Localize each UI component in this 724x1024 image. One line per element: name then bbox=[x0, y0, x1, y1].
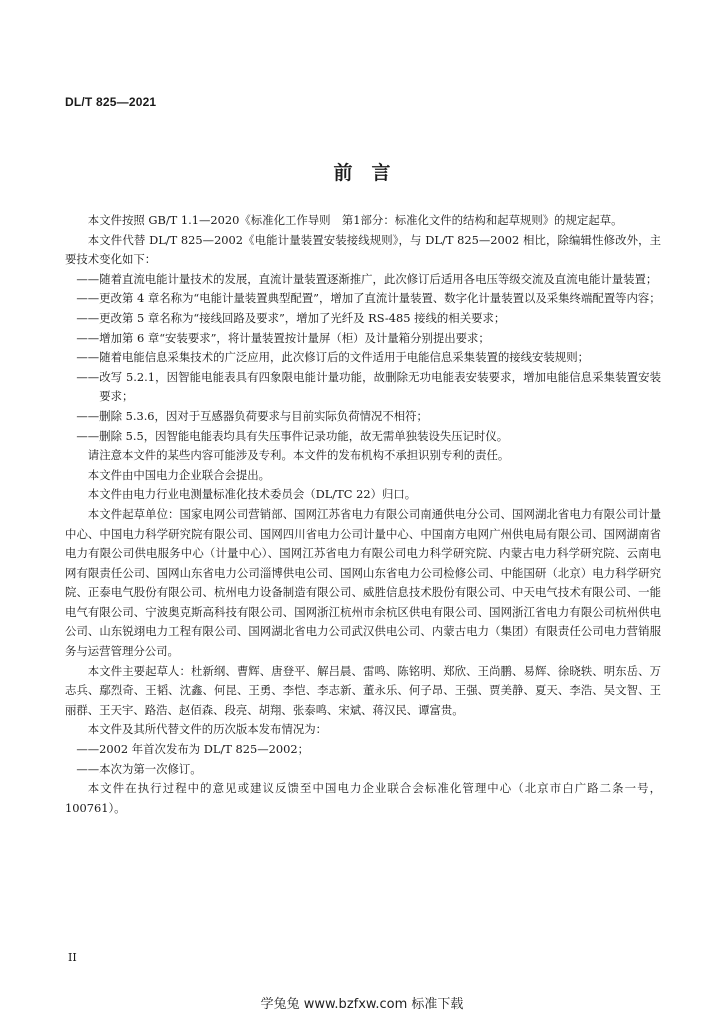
list-item: ——删除 5.5，因智能电能表均具有失压事件记录功能，故无需单独装设失压记时仪。 bbox=[76, 428, 509, 443]
document-body bbox=[65, 211, 661, 818]
paragraph: 本文件由电力行业电测量标准化技术委员会（DL/TC 22）归口。 bbox=[87, 487, 417, 502]
list-item: ——本次为第一次修订。 bbox=[76, 761, 202, 776]
paragraph: 本文件在执行过程中的意见或建议反馈至中国电力企业联合会标准化管理中心（北京市白广路二条一号，100761）。 bbox=[65, 781, 661, 815]
document-code: DL/T 825—2021 bbox=[65, 95, 157, 109]
paragraph: 本文件代替 DL/T 825—2002《电能计量装置安装接线规则》，与 DL/T 825—2002 相比，除编辑性修改外，主要技术变化如下： bbox=[65, 232, 661, 267]
paragraph: 请注意本文件的某些内容可能涉及专利。本文件的发布机构不承担识别专利的责任。 bbox=[87, 448, 510, 463]
list-item: ——删除 5.3.6，因对于互感器负荷要求与目前实际负荷情况不相符； bbox=[76, 408, 428, 423]
page-number: II bbox=[68, 951, 77, 964]
site-watermark: 学兔兔 www.bzfxw.com 标准下载 bbox=[260, 997, 464, 1012]
page-title: 前 言 bbox=[333, 162, 391, 184]
list-item: ——改写 5.2.1，因智能电能表具有四象限电能计量功能，故删除无功电能表安装要求，增加电能信息采集装置安装要求； bbox=[76, 369, 661, 404]
paragraph: 本文件主要起草人：杜新纲、曹辉、唐登平、解吕晨、雷鸣、陈铭明、郑欣、王尚鹏、易辉、徐晓轶、明东岳、万志兵、鄢烈奇、王韬、沈鑫、何昆、王勇、李恺、李志新、董永乐、何子昂、王强、贾美静、夏天、李浩、吴文智、王丽群、王天宇、路浩、赵佰森、段亮、胡翔、张泰鸣、宋斌、蒋汉民、谭富贵。 bbox=[65, 663, 661, 717]
paragraph: 本文件由中国电力企业联合会提出。 bbox=[87, 467, 271, 482]
paragraph: 本文件及其所代替文件的历次版本发布情况为： bbox=[87, 722, 328, 737]
list-item: ——2002 年首次发布为 DL/T 825—2002； bbox=[76, 742, 310, 757]
list-item: ——更改第 4 章名称为“电能计量装置典型配置”，增加了直流计量装置、数字化计量装置以及采集终端配置等内容； bbox=[76, 291, 661, 306]
list-item: ——随着直流电能计量技术的发展，直流计量装置逐渐推广，此次修订后适用各电压等级交流及直流电能计量装置； bbox=[76, 271, 658, 286]
paragraph: 本文件按照 GB/T 1.1—2020《标准化工作导则 第1部分：标准化文件的结构和起草规则》的规定起草。 bbox=[87, 213, 623, 227]
list-item: ——增加第 6 章“安装要求”，将计量装置按计量屏（柜）及计量箱分别提出要求； bbox=[76, 330, 490, 345]
list-item: ——随着电能信息采集技术的广泛应用，此次修订后的文件适用于电能信息采集装置的接线安装规则； bbox=[76, 350, 589, 365]
paragraph: 本文件起草单位：国家电网公司营销部、国网江苏省电力有限公司南通供电分公司、国网湖北省电力有限公司计量中心、中国电力科学研究院有限公司、国网四川省电力公司计量中心、中国南方电网广州供电局有限公司、国网湖南省电力有限公司供电服务中心（计量中心）、国网江苏省电力有限公司电力科学研究院、内蒙古电力科学研究院、云南电网有限责任公司、国网山东省电力公司淄博供电公司、国网山东省电力公司检修公司、中能国研（北京）电力科学研究院、正泰电气股份有限公司、杭州电力设备制造有限公司、威胜信息技术股份有限公司、中天电气技术有限公司、一能电气有限公司、宁波奥克斯高科技有限公司、国网浙江杭州市余杭区供电有限公司、国网浙江省电力有限公司杭州供电公司、山东锐翊电力工程有限公司、国网湖北省电力公司武汉供电公司、内蒙古电力（集团）有限责任公司电力营销服务与运营管理分公司。 bbox=[65, 506, 661, 659]
list-item: ——更改第 5 章名称为“接线回路及要求”，增加了光纤及 RS-485 接线的相关要求； bbox=[76, 310, 506, 325]
